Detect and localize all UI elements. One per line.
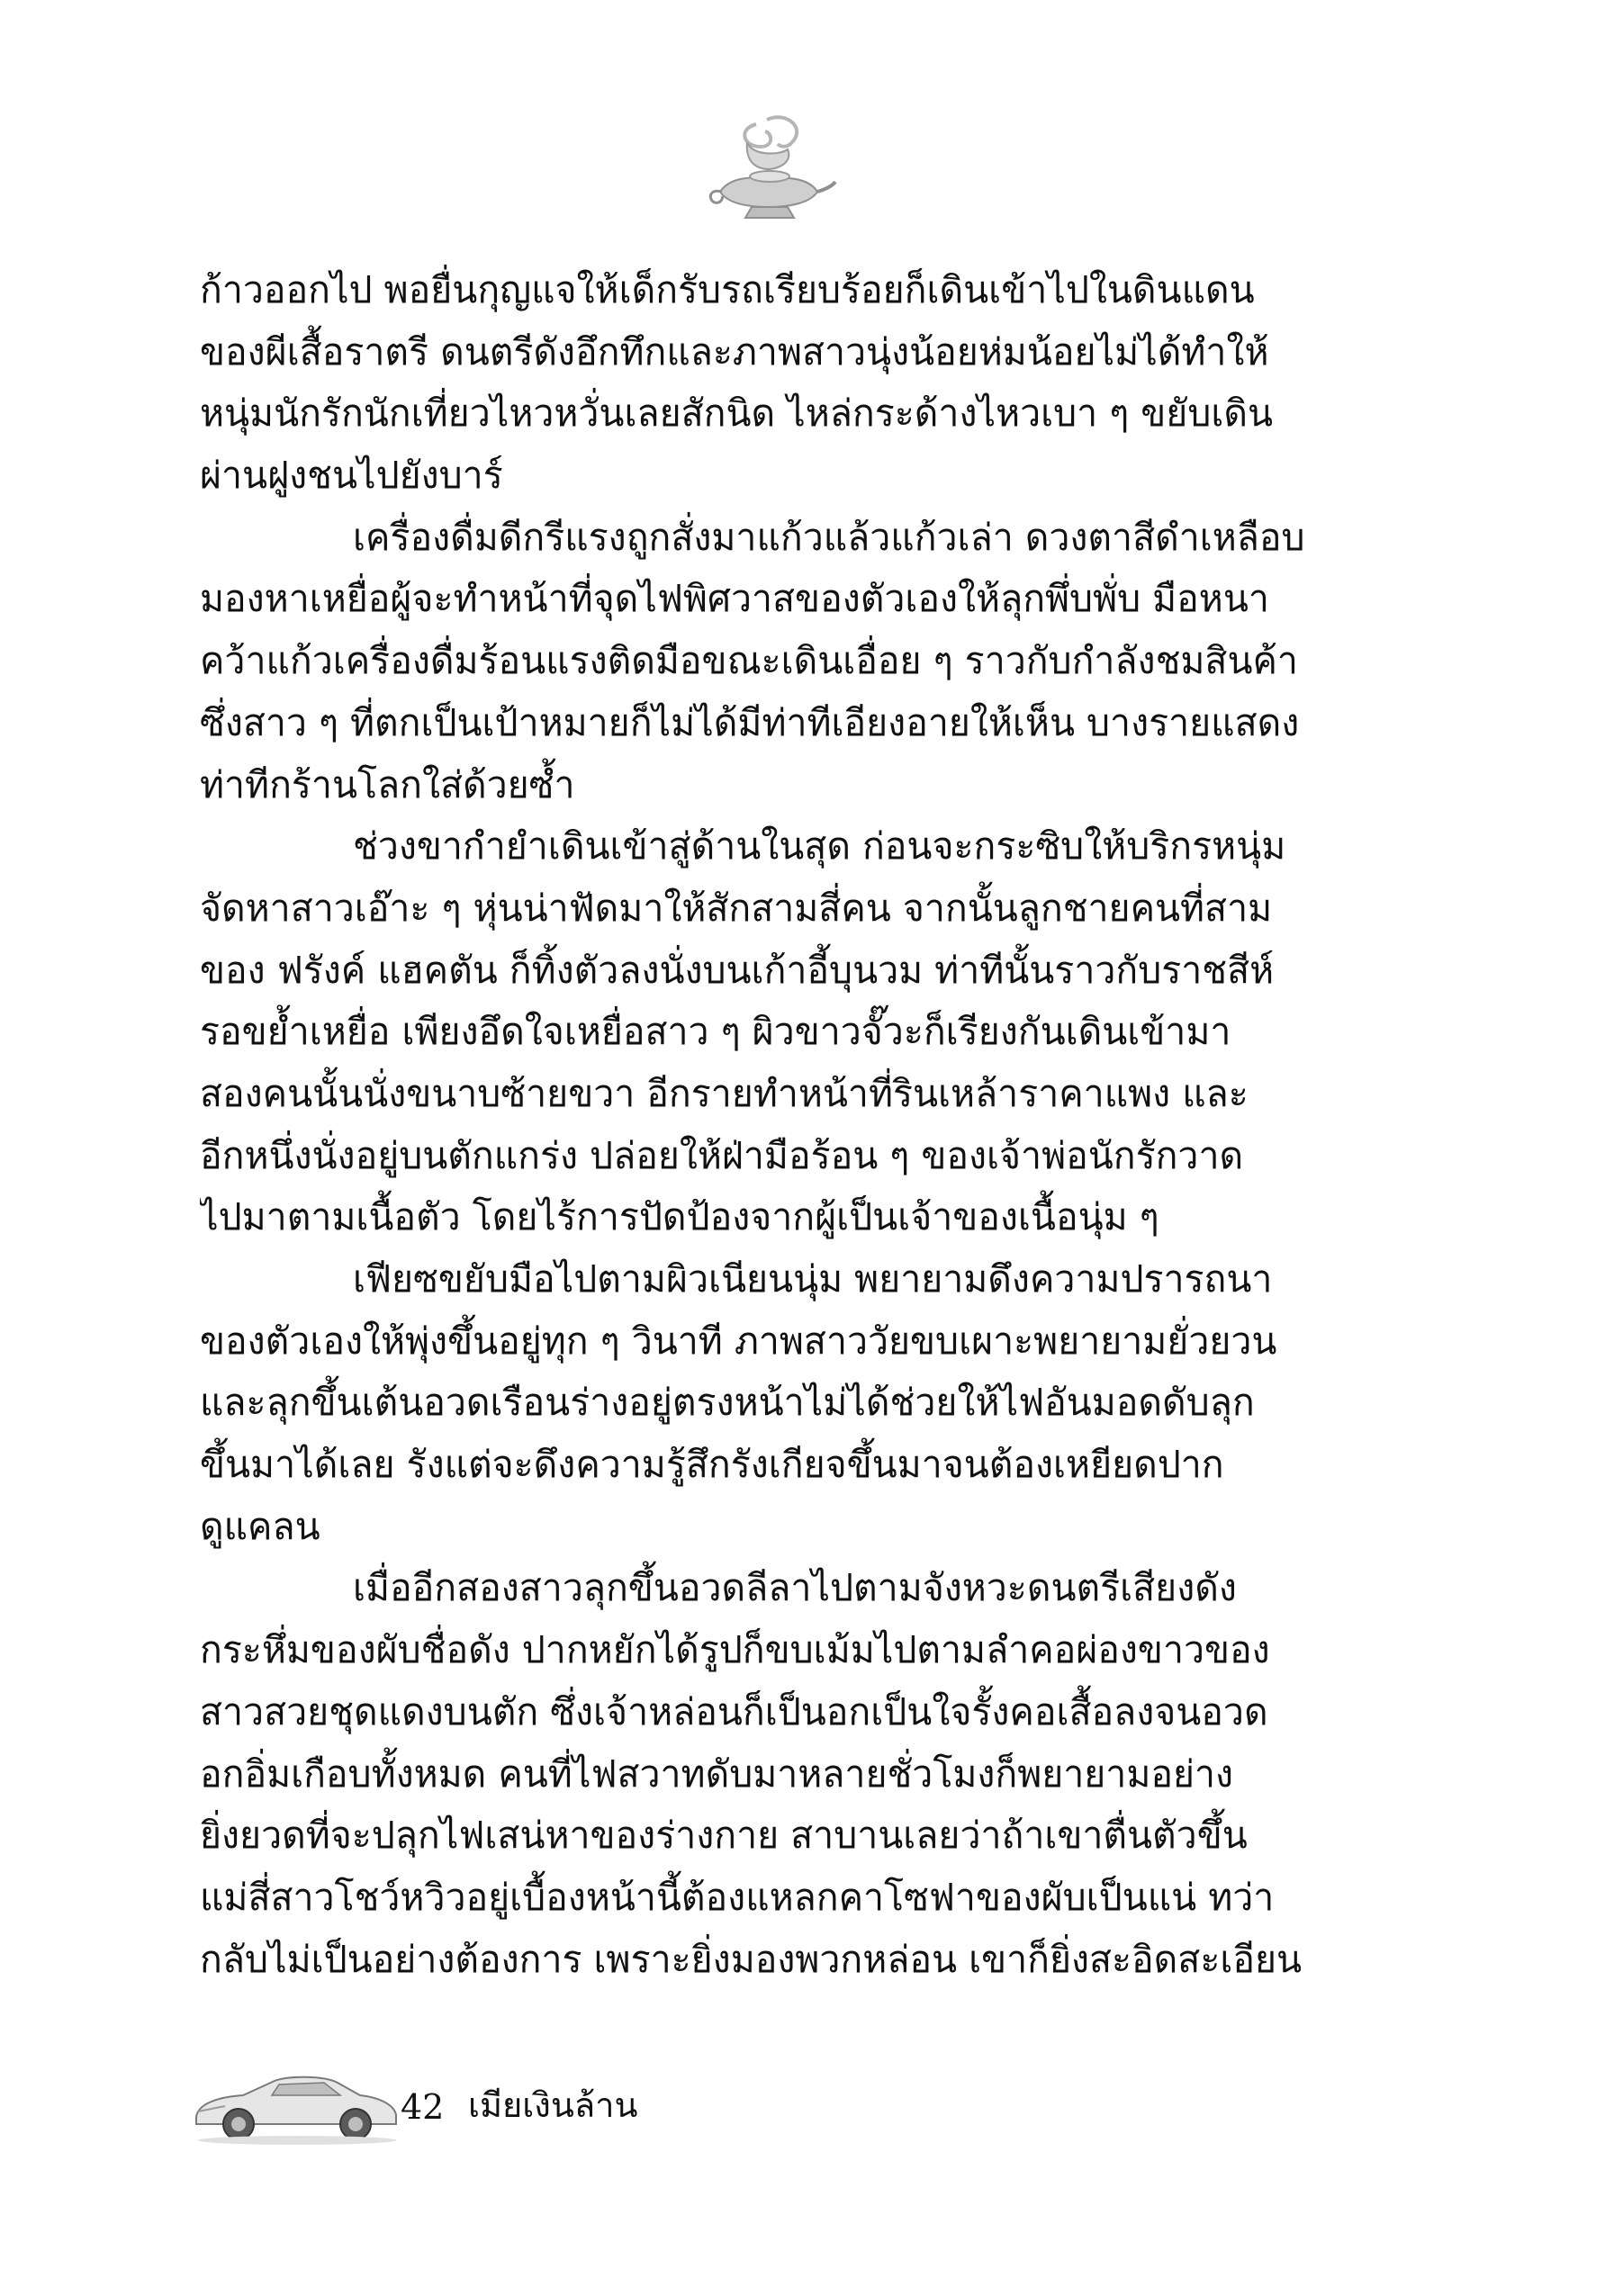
text-line: ซึ่งสาว ๆ ที่ตกเป็นเป้าหมายก็ไม่ได้มีท่าทีเอียงอายให้เห็น บางรายแสดง — [200, 700, 1300, 744]
text-line: แม่สี่สาวโชว์หวิวอยู่เบื้องหน้านี้ต้องแหลกคาโซฟาของผับเป็นแน่ ทว่า — [200, 1875, 1275, 1919]
text-line: อีกหนึ่งนั่งอยู่บนตักแกร่ง ปล่อยให้ฝ่ามือร้อน ๆ ของเจ้าพ่อนักรักวาด — [200, 1133, 1244, 1177]
text-line: ของตัวเองให้พุ่งขึ้นอยู่ทุก ๆ วินาที ภาพสาววัยขบเผาะพยายามยั่วยวน — [200, 1319, 1277, 1363]
text-line: อกอิ่มเกือบทั้งหมด คนที่ไฟสวาทดับมาหลายชั่วโมงก็พยายามอย่าง — [200, 1751, 1234, 1796]
body-text — [200, 259, 1372, 1990]
text-line: สาวสวยชุดแดงบนตัก ซึ่งเจ้าหล่อนก็เป็นอกเป็นใจรั้งคอเสื้อลงจนอวด — [200, 1689, 1268, 1733]
text-line: ยิ่งยวดที่จะปลุกไฟเสน่หาของร่างกาย สาบานเลยว่าถ้าเขาตื่นตัวขึ้น — [200, 1814, 1248, 1858]
text-line: กระหึ่มของผับชื่อดัง ปากหยักได้รูปก็ขบเม้มไปตามลำคอผ่องขาวของ — [200, 1628, 1270, 1672]
text-line: เครื่องดื่มดีกรีแรงถูกสั่งมาแก้วแล้วแก้วเล่า ดวงตาสีดำเหลือบ — [353, 515, 1305, 559]
genie-lamp-icon — [702, 106, 837, 241]
text-line: มองหาเหยื่อผู้จะทำหน้าที่จุดไฟพิศวาสของตัวเองให้ลุกพึ่บพั่บ มือหนา — [200, 577, 1269, 621]
text-line: เมื่ออีกสองสาวลุกขึ้นอวดลีลาไปตามจังหวะดนตรีเสียงดัง — [353, 1566, 1237, 1610]
text-line: และลุกขึ้นเต้นอวดเรือนร่างอยู่ตรงหน้าไม่ได้ช่วยให้ไฟอันมอดดับลุก — [200, 1381, 1255, 1425]
convertible-car-icon — [189, 2061, 401, 2147]
text-line: รอขย้ำเหยื่อ เพียงอึดใจเหยื่อสาว ๆ ผิวขาวจั๊วะก็เรียงกันเดินเข้ามา — [200, 1010, 1231, 1054]
text-line: กลับไม่เป็นอย่างต้องการ เพราะยิ่งมองพวกหล่อน เขาก็ยิ่งสะอิดสะเอียน — [200, 1937, 1303, 1981]
text-line: ของผีเสื้อราตรี ดนตรีดังอึกทึกและภาพสาวนุ่งน้อยห่มน้อยไม่ได้ทำให้ — [200, 329, 1269, 374]
text-line: ช่วงขากำยำเดินเข้าสู่ด้านในสุด ก่อนจะกระซิบให้บริกรหนุ่ม — [353, 824, 1286, 869]
text-line: ท่าทีกร้านโลกใส่ด้วยซ้ำ — [200, 762, 575, 806]
text-line: สองคนนั้นนั่งขนาบซ้ายขวา อีกรายทำหน้าที่รินเหล้าราคาแพง และ — [200, 1071, 1249, 1115]
text-line: จัดหาสาวเอ๊าะ ๆ หุ่นน่าฟัดมาให้สักสามสี่คน จากนั้นลูกชายคนที่สาม — [200, 886, 1273, 930]
text-line: ของ ฟรังค์ แฮคตัน ก็ทิ้งตัวลงนั่งบนเก้าอี้บุนวม ท่าทีนั้นราวกับราชสีห์ — [200, 948, 1275, 992]
paragraph — [200, 259, 1372, 507]
text-line: เฟียซขยับมือไปตามผิวเนียนนุ่ม พยายามดึงความปรารถนา — [353, 1257, 1273, 1301]
paragraph — [200, 1557, 1372, 1990]
page-number: 42 — [401, 2087, 445, 2127]
paragraph — [200, 815, 1372, 1248]
text-line: ผ่านฝูงชนไปยังบาร์ — [200, 454, 503, 498]
text-line: ไปมาตามเนื้อตัว โดยไร้การปัดป้องจากผู้เป็นเจ้าของเนื้อนุ่ม ๆ — [200, 1195, 1159, 1239]
text-line: ขึ้นมาได้เลย รังแต่จะดึงความรู้สึกรังเกียจขึ้นมาจนต้องเหยียดปาก — [200, 1443, 1224, 1487]
paragraph — [200, 507, 1372, 815]
text-line: คว้าแก้วเครื่องดื่มร้อนแรงติดมือขณะเดินเอื่อย ๆ ราวกับกำลังชมสินค้า — [200, 639, 1298, 683]
text-line: หนุ่มนักรักนักเที่ยวไหวหวั่นเลยสักนิด ไหล่กระด้างไหวเบา ๆ ขยับเดิน — [200, 392, 1274, 436]
text-line: ดูแคลน — [200, 1504, 320, 1548]
book-title: เมียเงินล้าน — [468, 2085, 638, 2125]
paragraph — [200, 1248, 1372, 1557]
text-line: ก้าวออกไป พอยื่นกุญแจให้เด็กรับรถเรียบร้อยก็เดินเข้าไปในดินแดน — [200, 268, 1255, 311]
